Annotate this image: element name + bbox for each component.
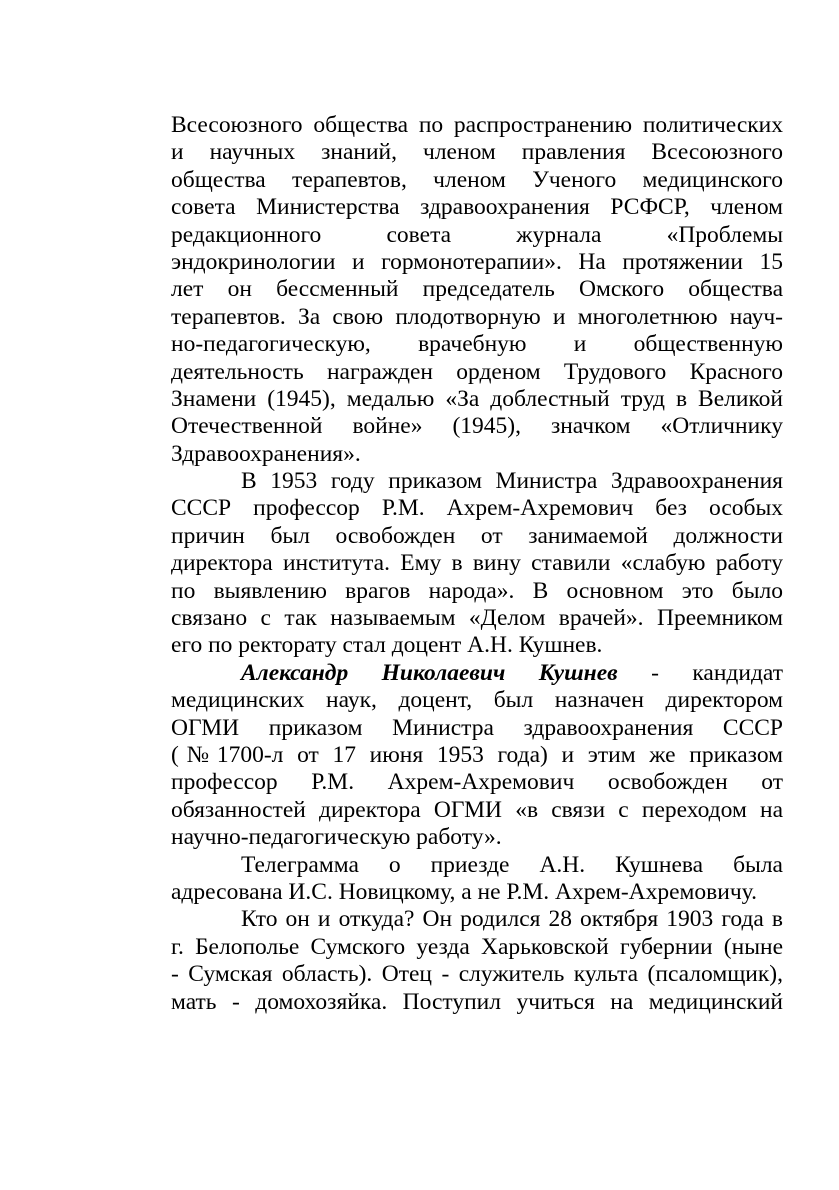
text-line: (№1700-л от 17 июня 1953 года) и этим же приказом bbox=[171, 741, 783, 768]
text-line: Здравоохранения». bbox=[171, 440, 361, 467]
text-line: В 1953 году приказом Министра Здравоохранения bbox=[241, 468, 783, 495]
text-line: терапевтов. За свою плодотворную и многолетнюю науч- bbox=[171, 303, 783, 330]
text-fragment: - кандидат bbox=[617, 659, 783, 686]
text-line: научно-педагогическую работу». bbox=[171, 824, 502, 851]
text-line: по выявлению врагов народа». В основном это было bbox=[171, 577, 783, 604]
text-line: Всесоюзного общества по распространению политических bbox=[171, 112, 783, 138]
text-line: но-педагогическую, врачебную и общественную bbox=[171, 331, 783, 358]
text-line: совета Министерства здравоохранения РСФСР, членом bbox=[171, 194, 783, 221]
text-line: г. Белополье Сумского уезда Харьковской губернии (ныне bbox=[171, 933, 783, 960]
text-line: медицинских наук, доцент, был назначен директором bbox=[171, 687, 783, 714]
person-name: Александр Николаевич Кушнев bbox=[241, 659, 618, 686]
text-line: профессор Р.М. Ахрем-Ахремович освобожден от bbox=[171, 769, 783, 796]
text-line: лет он бессменный председатель Омского общества bbox=[171, 276, 783, 303]
text-line bbox=[171, 660, 783, 687]
text-line: общества терапевтов, членом Ученого медицинского bbox=[171, 166, 783, 193]
text-line: ОГМИ приказом Министра здравоохранения СССР bbox=[171, 714, 783, 741]
text-line: эндокринологии и гормонотерапии». На протяжении 15 bbox=[171, 248, 783, 275]
text-line: СССР профессор Р.М. Ахрем-Ахремович без особых bbox=[171, 495, 783, 522]
text-line: - Сумская область). Отец - служитель культа (псаломщик), bbox=[171, 961, 783, 988]
text-line: Знамени (1945), медалью «За доблестный труд в Великой bbox=[171, 385, 783, 412]
text-line: деятельность награжден орденом Трудового Красного bbox=[171, 358, 783, 385]
text-line: Кто он и откуда? Он родился 28 октября 1903 года в bbox=[241, 906, 783, 933]
text-line: связано с так называемым «Делом врачей». Преемником bbox=[171, 605, 783, 632]
text-line: адресована И.С. Новицкому, а не Р.М. Ахрем-Ахремовичу. bbox=[171, 878, 757, 905]
text-line: директора института. Ему в вину ставили «слабую работу bbox=[171, 550, 783, 577]
text-line: и научных знаний, членом правления Всесоюзного bbox=[171, 139, 783, 166]
text-line: редакционного совета журнала «Проблемы bbox=[171, 221, 783, 248]
text-line: обязанностей директора ОГМИ «в связи с переходом на bbox=[171, 796, 783, 823]
text-line: причин был освобожден от занимаемой должности bbox=[171, 522, 783, 549]
text-line: его по ректорату стал доцент А.Н. Кушнев. bbox=[171, 632, 603, 659]
text-line: Телеграмма о приезде А.Н. Кушнева была bbox=[241, 851, 783, 878]
body-text bbox=[171, 112, 783, 1016]
text-line: мать - домохозяйка. Поступил учиться на медицинский bbox=[171, 988, 783, 1015]
text-line: Отечественной войне» (1945), значком «Отличнику bbox=[171, 413, 783, 440]
